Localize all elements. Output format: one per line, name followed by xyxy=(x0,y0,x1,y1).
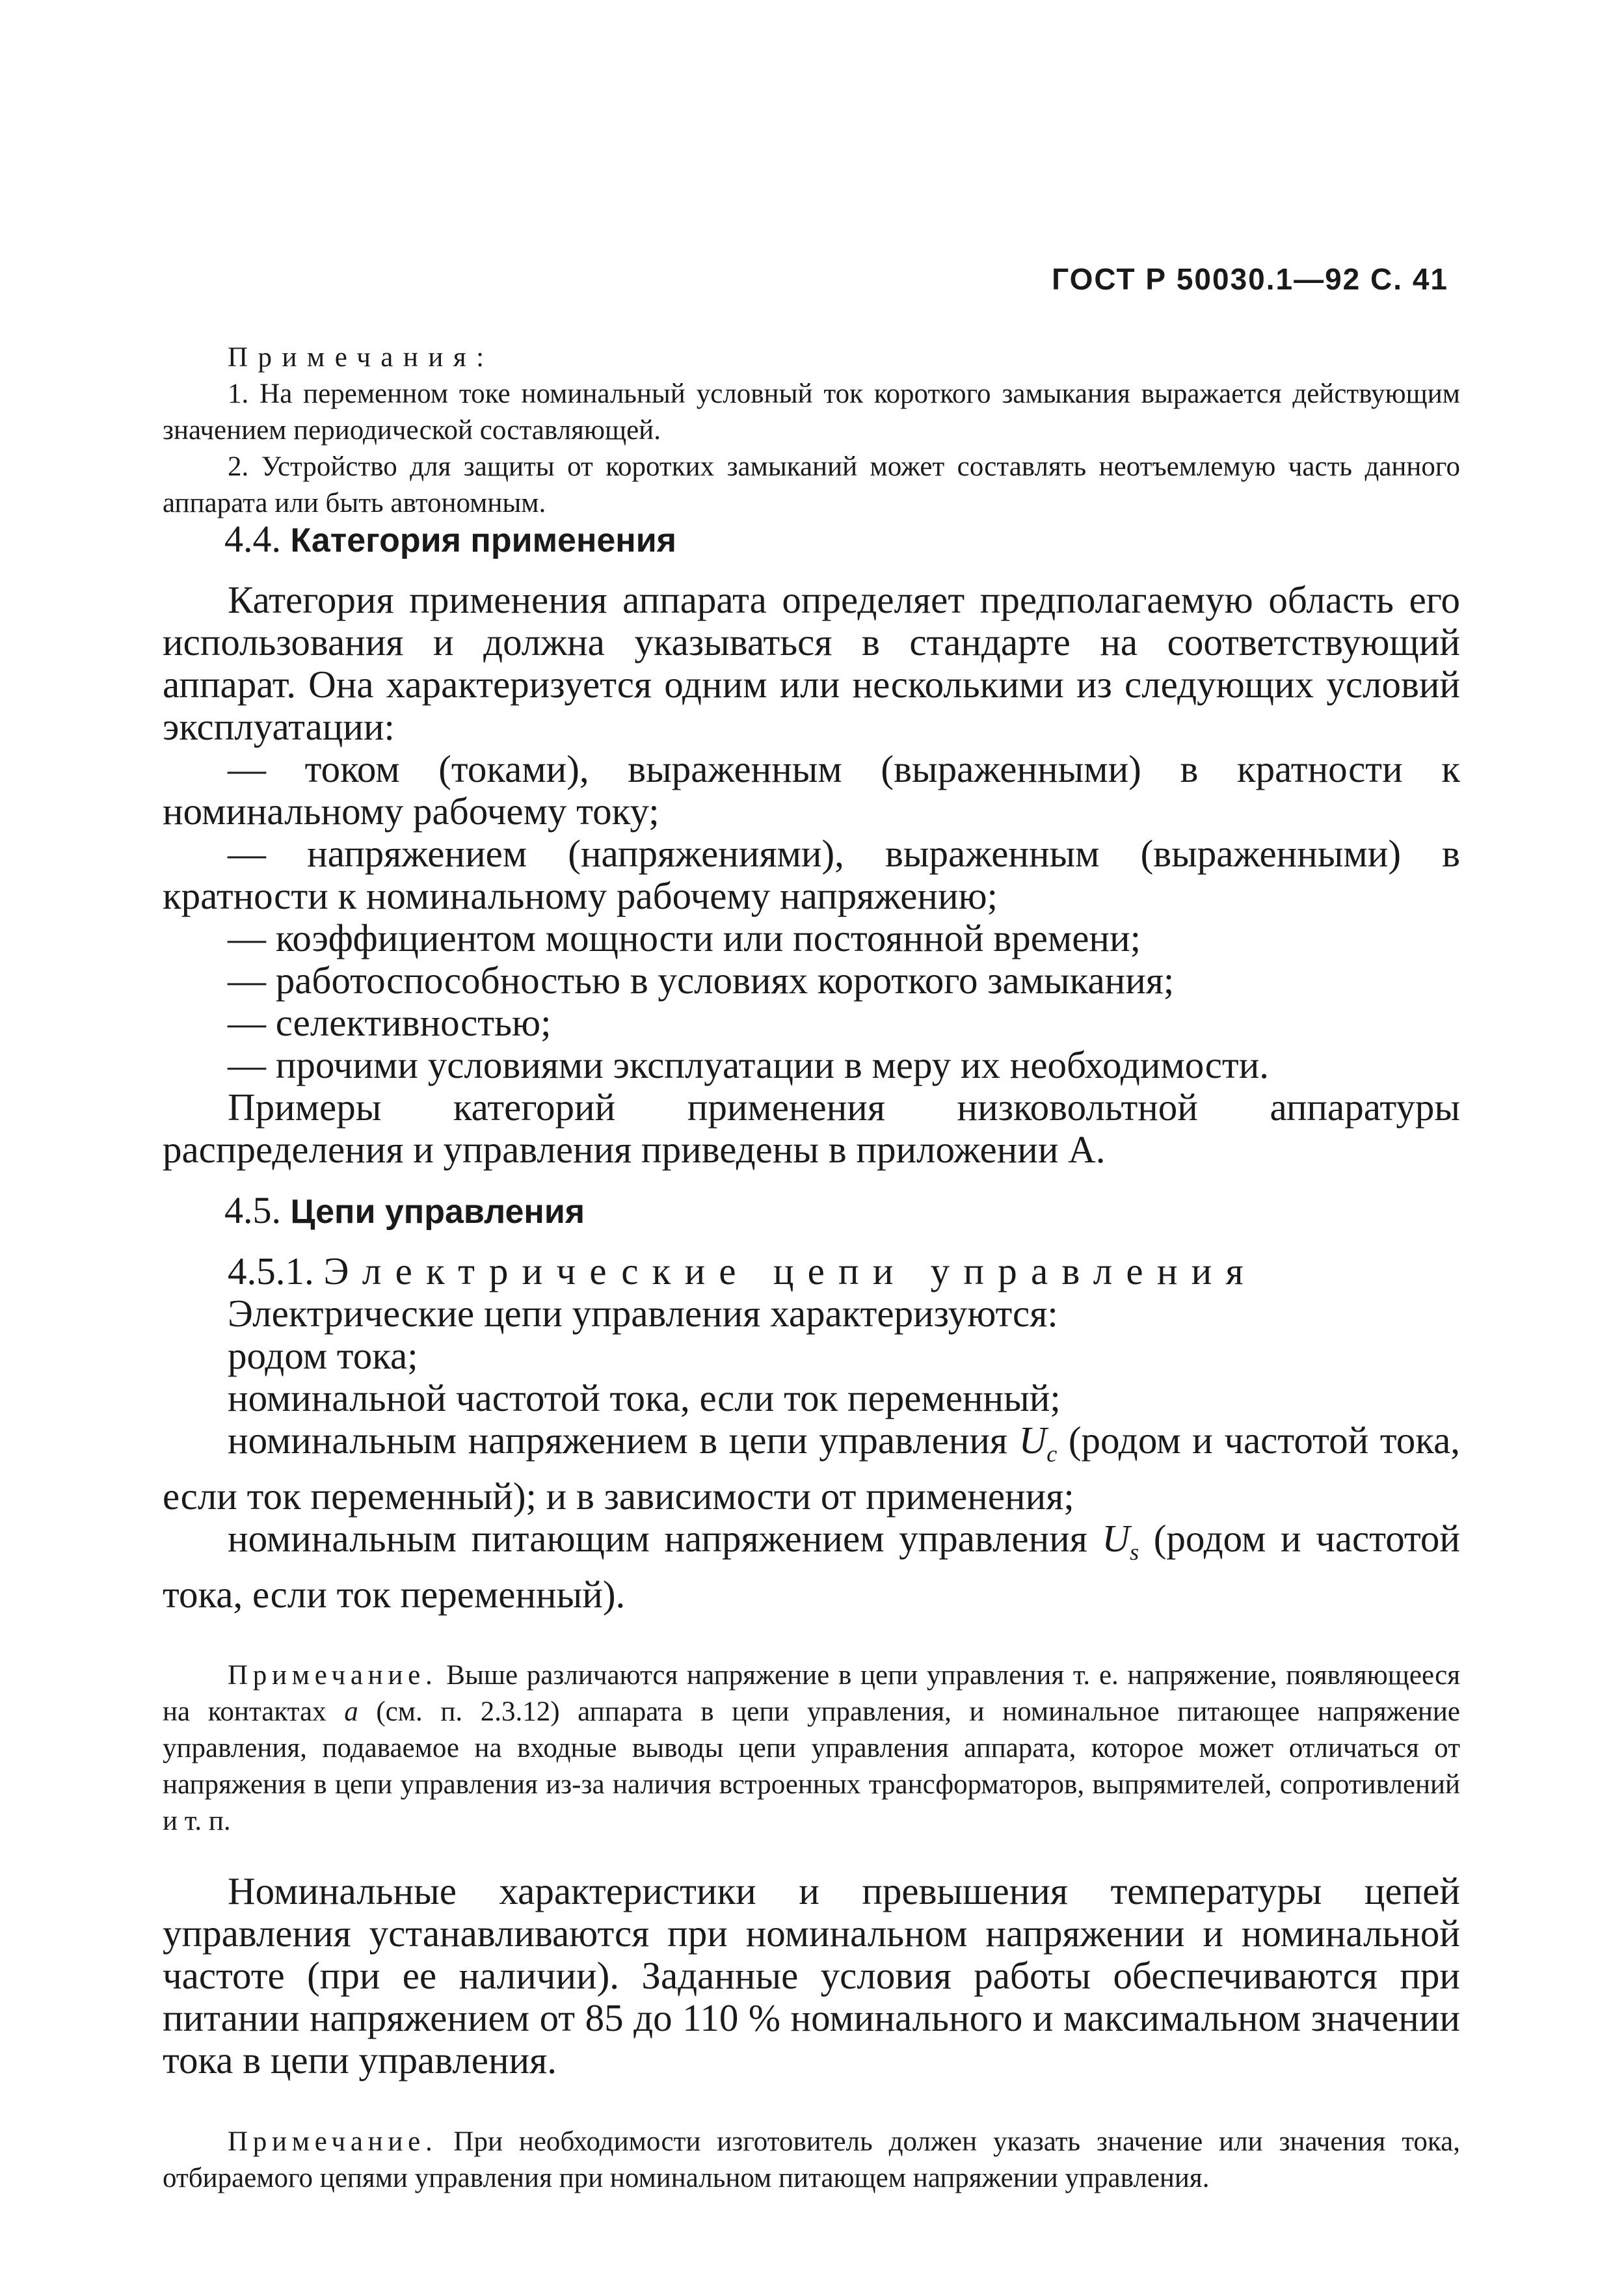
characteristic-item: родом тока; xyxy=(228,1334,418,1377)
ratings-paragraph: Номинальные характеристики и превышения температуры цепей управления устанавливаются при номинальном напряжении и номинальной частоте (при ее наличии). Заданные условия работы обеспечиваются при питании напряжением от 85 до 110 % номинального и максимальном значении тока в цепи управления. xyxy=(163,1869,1460,2082)
condition-item: — напряжением (напряжениями), выраженным (выраженными) в кратности к номинальному рабочему напряжению; xyxy=(163,832,1460,917)
note-block xyxy=(163,1657,1460,1840)
page-header: ГОСТ Р 50030.1—92 С. 41 xyxy=(1052,262,1448,296)
subsection-lead: Электрические цепи управления характеризуются: xyxy=(228,1292,1058,1335)
note-item-1: 1. На переменном токе номинальный условный ток короткого замыкания выражается действующим значением периодической составляющей. xyxy=(163,379,1460,446)
section-title: Категория применения xyxy=(290,522,677,559)
characteristic-item: номинальным питающим напряжением управления $U_s$ (родом и частотой тока, если ток переменный). xyxy=(163,1516,1460,1616)
note-block xyxy=(163,2124,1460,2197)
notes-label: Примечания: xyxy=(228,342,494,373)
note-label: Примечание. xyxy=(228,1660,438,1691)
section-intro: Категория применения аппарата определяет предполагаемую область его использования и должна указываться в стандарте на соответствующий аппарат. Она характеризуется одним или несколькими из следующих условий эксплуатации: xyxy=(163,578,1460,748)
note-label: Примечание. xyxy=(228,2126,438,2157)
note-paragraph: Примечание. Выше различаются напряжение в цепи управления т. е. напряжение, появляющееся на контактах а (см. п. 2.3.12) аппарата в цепи управления, и номинальное питающее напряжение управления, подаваемое на входные выводы цепи управления аппарата, которое может отличаться от напряжения в цепи управления из-за наличия встроенных трансформаторов, выпрямителей, сопротивлений и т. п. xyxy=(163,1660,1460,1836)
note-item-2: 2. Устройство для защиты от коротких замыканий может составлять неотъемлемую часть данного аппарата или быть автономным. xyxy=(163,451,1460,518)
subsection-heading xyxy=(163,1250,1460,1292)
note-paragraph: Примечание. При необходимости изготовитель должен указать значение или значения тока, отбираемого цепями управления при номинальном питающем напряжении управления. xyxy=(163,2126,1460,2193)
condition-item: — селективностью; xyxy=(228,1001,552,1044)
section-heading-4-4 xyxy=(224,517,676,561)
symbol-uc: $U_c$ xyxy=(1018,1419,1058,1467)
subsection-number: 4.5.1. xyxy=(228,1250,314,1292)
examples-paragraph: Примеры категорий применения низковольтной аппаратуры распределения и управления приведены в приложении А. xyxy=(163,1086,1460,1171)
section-4-4-body xyxy=(163,579,1460,1171)
section-number: 4.4. xyxy=(224,518,281,560)
symbol-us: $U_s$ xyxy=(1102,1516,1139,1565)
notes-block xyxy=(163,340,1460,522)
section-heading-4-5 xyxy=(224,1188,585,1232)
section-title: Цепи управления xyxy=(290,1193,585,1231)
subsection-title: Электрические цепи управления xyxy=(323,1250,1257,1292)
condition-item: — током (токами), выраженным (выраженными) в кратности к номинальному рабочему току; xyxy=(163,747,1460,833)
condition-item: — прочими условиями эксплуатации в меру их необходимости. xyxy=(228,1043,1270,1086)
characteristic-item: номинальной частотой тока, если ток переменный; xyxy=(228,1376,1061,1419)
condition-item: — коэффициентом мощности или постоянной времени; xyxy=(228,917,1141,959)
characteristic-item: номинальным напряжением в цепи управления $U_c$ (родом и частотой тока, если ток переменный); и в зависимости от применения; xyxy=(163,1419,1461,1518)
section-number: 4.5. xyxy=(224,1189,281,1231)
condition-item: — работоспособностью в условиях короткого замыкания; xyxy=(228,959,1175,1002)
section-4-5-1-body xyxy=(163,1250,1460,1616)
